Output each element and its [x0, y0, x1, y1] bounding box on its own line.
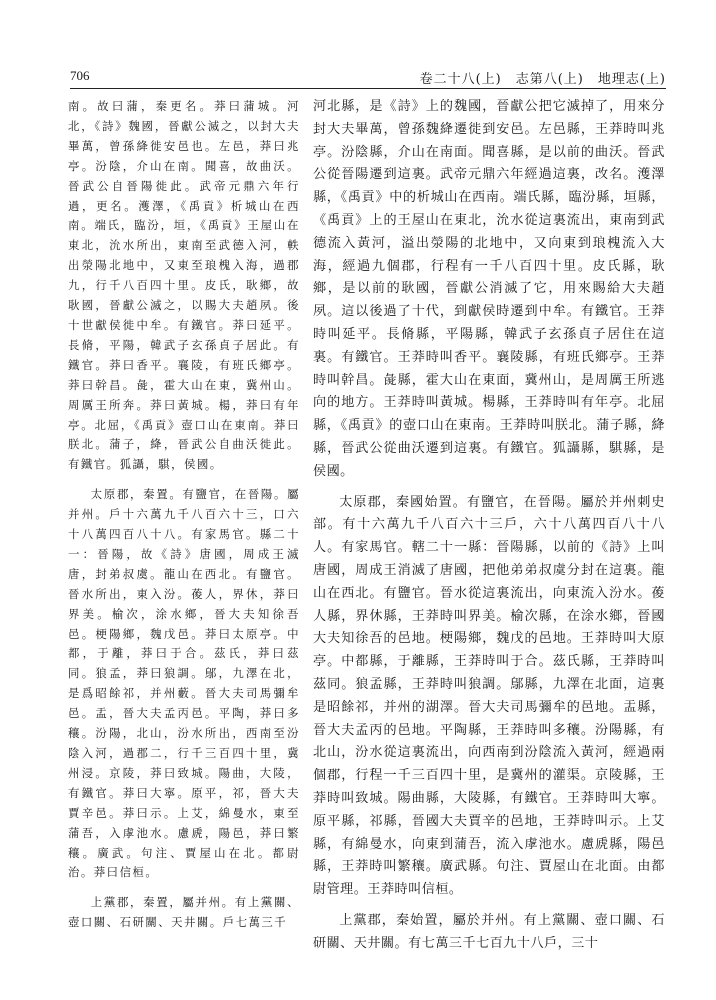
header-rule — [70, 88, 666, 89]
running-head: 卷二十八(上) 志第八(上) 地理志(上) — [419, 72, 666, 87]
classical-text-column — [68, 97, 300, 933]
translation-paragraph-shangdang: 上黨郡，秦始置，屬於并州。有上黨關、壺口關、石研關、天井關。有七萬三千七百九十八戶，三十 — [313, 912, 665, 951]
page-header — [70, 68, 666, 88]
classical-paragraph-shangdang: 上黨郡，秦置，屬并州。有上黨關、壺口關、石研關、天井關。戶七萬三千 — [68, 895, 300, 930]
classical-paragraph-hedong-counties: 南。故曰蒲，秦更名。莽曰蒲城。河北，《詩》魏國，晉獻公滅之，以封大夫畢萬，曾孫絳徙安邑也。左邑，莽曰兆亭。汾陰，介山在南。聞喜，故曲沃。晉武公自晉陽徙此。武帝元鼎六年行過，更名。濩澤，《禹貢》析城山在西南。端氏，臨汾，垣，《禹貢》王屋山在東北，沇水所出，東南至武德入河，軼出滎陽北地中，又東至琅槐入海，過郡九，行千八百四十里。皮氏，耿鄉，故耿國，晉獻公滅之，以賜大夫趙夙。後十世獻侯徙中牟。有鐵官。莽曰延平。長脩，平陽，韓武子玄孫貞子居此。有鐵官。莽曰香平。襄陵，有班氏鄉亭。莽曰幹昌。彘，霍大山在東，冀州山。周厲王所奔。莽曰黃城。楊，莽曰有年亭。北屈，《禹貢》壺口山在東南。莽曰朕北。蒲子，絳，晉武公自曲沃徙此。有鐵官。狐讘，騏，侯國。 — [68, 99, 300, 472]
translation-paragraph-hedong-counties: 河北縣，是《詩》上的魏國，晉獻公把它滅掉了，用來分封大夫畢萬，曾孫魏絳遷徙到安邑。左邑縣，王莽時叫兆亭。汾陰縣，介山在南面。聞喜縣，是以前的曲沃。晉武公從晉陽遷到這裏。武帝元鼎六年經過這裏，改名。濩澤縣，《禹貢》中的析城山在西南。端氏縣，臨汾縣，垣縣，《禹貢》上的王屋山在東北，沇水從這裏流出，東南到武德流入黃河，溢出滎陽的北地中，又向東到琅槐流入大海，經過九個郡，行程有一千八百四十里。皮氏縣，耿鄉，是以前的耿國，晉獻公消滅了它，用來賜給大夫趙夙。這以後過了十代，到獻侯時遷到中牟。有鐵官。王莽時叫延平。長脩縣，平陽縣，韓武子玄孫貞子居住在這裏。有鐵官。王莽時叫香平。襄陵縣，有班氏鄉亭。王莽時叫幹昌。彘縣，霍大山在東面，冀州山，是周厲王所逃向的地方。王莽時叫黃城。楊縣，王莽時叫有年亭。北屈縣，《禹貢》的壺口山在東南。王莽時叫朕北。蒲子縣，絳縣，晉武公從曲沃遷到這裏。有鐵官。狐讘縣，騏縣，是侯國。 — [313, 99, 665, 479]
translation-paragraph-taiyuan: 太原郡，秦國始置。有鹽官，在晉陽。屬於并州刺史部。有十六萬九千八百六十三戶，六十八萬四百八十八人。有家馬官。轄二十一縣：晉陽縣，以前的《詩》上叫唐國，周成王消滅了唐國，把他弟弟叔虞分封在這裏。龍山在西北。有鹽官。晉水從這裏流出，向東流入汾水。葰人縣，界休縣，王莽時叫界美。榆次縣，在涂水鄉，晉國大夫知徐吾的邑地。梗陽鄉，魏戊的邑地。王莽時叫大原亭。中都縣，于離縣，王莽時叫于合。茲氏縣，王莽時叫茲同。狼孟縣，王莽時叫狼調。鄔縣，九澤在北面，這裏是昭餘祁，并州的湖澤。晉大夫司馬彌牟的邑地。盂縣，晉大夫孟丙的邑地。平陶縣，王莽時叫多穰。汾陽縣，有北山，汾水從這裏流出，向西南到汾陰流入黃河，經過兩個郡，行程一千三百四十里，是冀州的灌渠。京陵縣，王莽時叫致城。陽曲縣，大陵縣，有鐵官。王莽時叫大寧。原平縣，祁縣，晉國大夫賈辛的邑地，王莽時叫示。上艾縣，有綿曼水，向東到蒲吾，流入虖池水。慮虒縣，陽邑縣，王莽時叫繁穰。廣武縣。句注、賈屋山在北面。由都尉管理。王莽時叫信桓。 — [313, 494, 665, 898]
classical-paragraph-taiyuan: 太原郡，秦置。有鹽官，在晉陽。屬并州。戶十六萬九千八百六十三，口六十八萬四百八十八。有家馬官。縣二十一：晉陽，故《詩》唐國，周成王滅唐，封弟叔虞。龍山在西北。有鹽官。晉水所出，東入汾。葰人，界休，莽曰界美。榆次，涂水鄉，晉大夫知徐吾邑。梗陽鄉，魏戊邑。莽曰太原亭。中都，于離，莽曰于合。茲氏，莽曰茲同。狼孟，莽曰狼調。鄔，九澤在北，是爲昭餘祁，并州藪。晉大夫司馬彌牟邑。盂，晉大夫孟丙邑。平陶，莽曰多穰。汾陽，北山，汾水所出，西南至汾陰入河，過郡二，行千三百四十里，冀州浸。京陵，莽曰致城。陽曲，大陵，有鐵官。莽曰大寧。原平，祁，晉大夫賈辛邑。莽曰示。上艾，綿曼水，東至蒲吾，入虖池水。慮虒，陽邑，莽曰繁穰。廣武。句注、賈屋山在北。都尉治。莽曰信桓。 — [68, 487, 300, 880]
page-number: 706 — [70, 68, 90, 83]
translation-column — [313, 96, 665, 955]
